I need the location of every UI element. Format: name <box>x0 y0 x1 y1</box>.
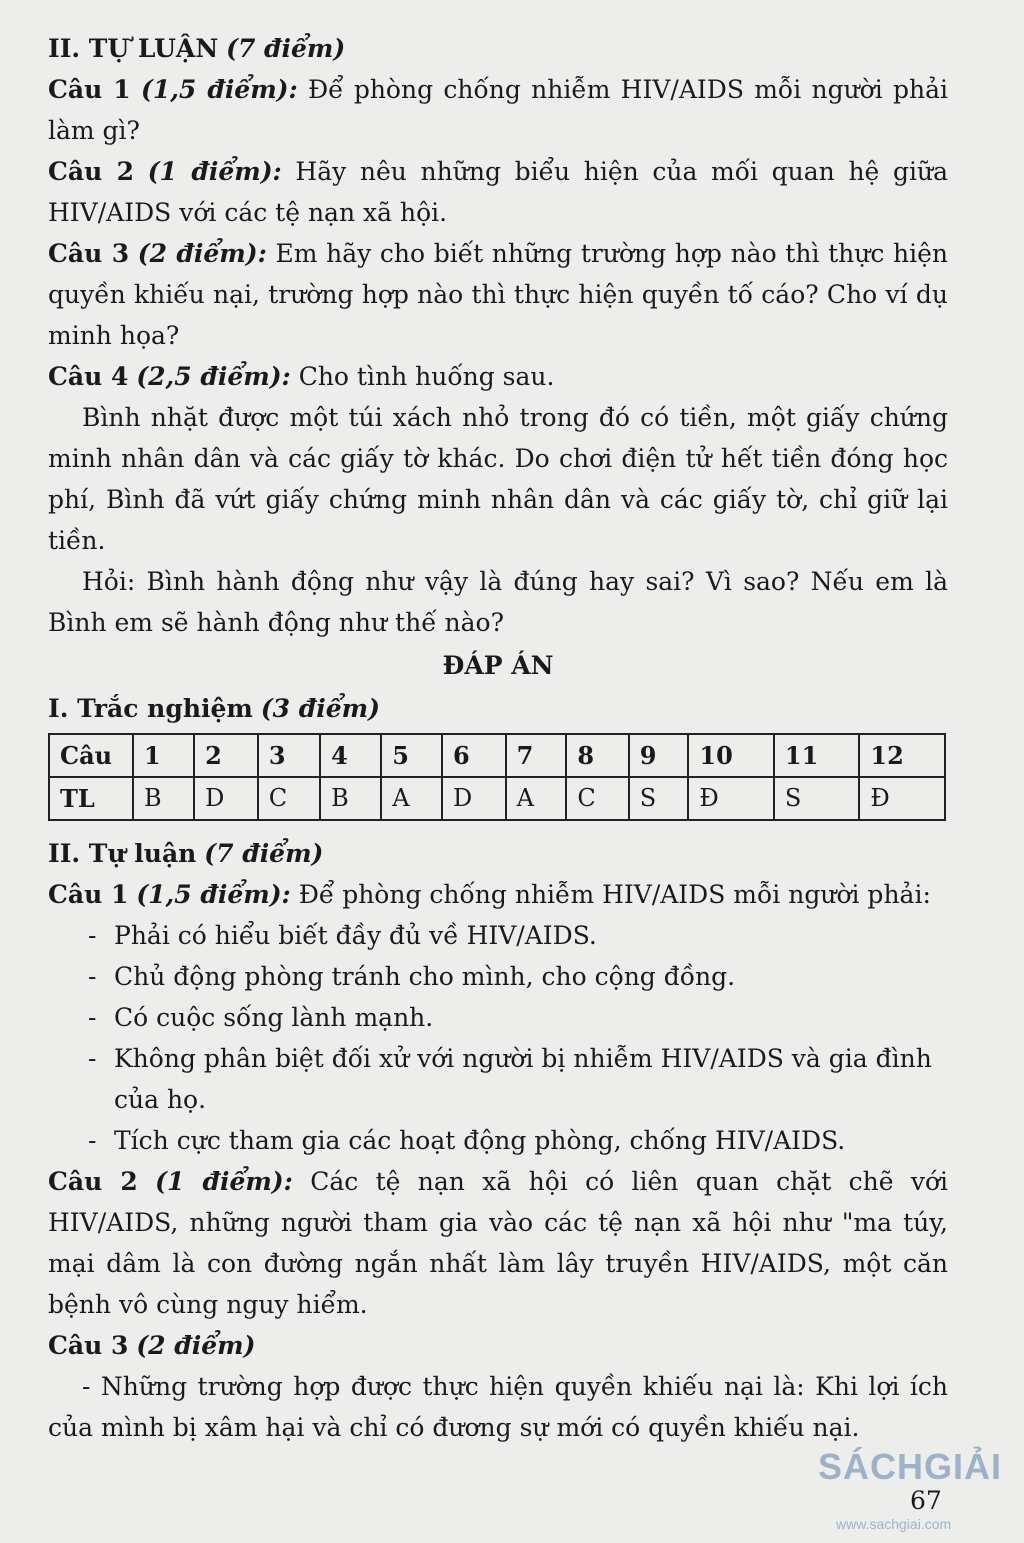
list-item: - Không phân biệt đối xử với người bị nhiễm HIV/AIDS và gia đình của họ. <box>88 1044 932 1114</box>
answer-value: Đ <box>688 777 774 820</box>
answer-table <box>48 733 946 821</box>
question-3-text: Em hãy cho biết những trường hợp nào thì thực hiện quyền khiếu nại, trường hợp nào thì thực hiện quyền tố cáo? Cho ví dụ minh họa? <box>48 239 949 350</box>
part2-title-label: II. TỰ LUẬN <box>48 34 219 63</box>
question-4 <box>48 356 948 397</box>
answer-3-text: - Những trường hợp được thực hiện quyền khiếu nại là: Khi lợi ích của mình bị xâm hại và chỉ có đương sự mới có quyền khiếu nại. <box>48 1372 948 1442</box>
answer-value: A <box>506 777 567 820</box>
answer-1-text: Để phòng chống nhiễm HIV/AIDS mỗi người phải: <box>290 880 931 909</box>
list-item-text: Phải có hiểu biết đầy đủ về HIV/AIDS. <box>114 921 597 950</box>
answer-value: S <box>774 777 860 820</box>
answer-number: 3 <box>258 734 320 777</box>
answer-1-list <box>48 915 948 1161</box>
list-item-text: Tích cực tham gia các hoạt động phòng, chống HIV/AIDS. <box>114 1126 846 1155</box>
answer-2-text: Các tệ nạn xã hội có liên quan chặt chẽ với HIV/AIDS, những người tham gia vào các tệ nạn xã hội như "ma túy, mại dâm là con đường ngắn nhất làm lây truyền HIV/AIDS, một căn bệnh vô cùng nguy hiểm. <box>48 1167 949 1319</box>
question-3 <box>48 233 948 356</box>
answer-1-label: Câu 1 <box>48 880 129 909</box>
list-item: - Có cuộc sống lành mạnh. <box>88 1003 434 1032</box>
answer-1 <box>48 874 948 915</box>
question-4-score: (2,5 điểm): <box>136 362 291 391</box>
answer-number: 11 <box>774 734 860 777</box>
watermark-logo: SÁCHGIẢI <box>818 1446 1003 1487</box>
answer-number: 1 <box>133 734 194 777</box>
answer-value: Đ <box>859 777 945 820</box>
answer-number: 6 <box>442 734 506 777</box>
question-2-text: Hãy nêu những biểu hiện của mối quan hệ giữa HIV/AIDS với các tệ nạn xã hội. <box>48 157 948 227</box>
answer-3-label: Câu 3 <box>48 1331 129 1360</box>
question-1-score: (1,5 điểm): <box>140 75 298 104</box>
question-2 <box>48 151 948 233</box>
question-4-text: Cho tình huống sau. <box>290 362 555 391</box>
part1-answer-title <box>48 688 948 729</box>
answer-2-label: Câu 2 <box>48 1167 138 1196</box>
answer-value: C <box>566 777 628 820</box>
part1-answer-label: I. Trắc nghiệm <box>48 694 253 723</box>
list-item: - Phải có hiểu biết đầy đủ về HIV/AIDS. <box>88 921 597 950</box>
answer-value: C <box>258 777 320 820</box>
question-2-score: (1 điểm): <box>147 157 282 186</box>
situation-text: Bình nhặt được một túi xách nhỏ trong đó có tiền, một giấy chứng minh nhân dân và các giấy tờ khác. Do chơi điện tử hết tiền đóng học phí, Bình đã vứt giấy chứng minh nhân dân và các giấy tờ, chỉ giữ lại tiền. <box>48 403 948 555</box>
answer-value: B <box>320 777 381 820</box>
part2-answer-label: II. Tự luận <box>48 839 197 868</box>
answer-number: 2 <box>194 734 258 777</box>
question-1 <box>48 69 948 151</box>
answer-number: 7 <box>506 734 567 777</box>
answer-2 <box>48 1161 948 1325</box>
list-item-text: Chủ động phòng tránh cho mình, cho cộng đồng. <box>114 962 736 991</box>
answer-3 <box>48 1325 948 1366</box>
list-item: - Chủ động phòng tránh cho mình, cho cộng đồng. <box>88 962 736 991</box>
question-2-label: Câu 2 <box>48 157 135 186</box>
list-item-text: Có cuộc sống lành mạnh. <box>114 1003 434 1032</box>
list-item-text: Không phân biệt đối xử với người bị nhiễm HIV/AIDS và gia đình của họ. <box>114 1044 932 1114</box>
answer-table-number-row <box>49 734 945 777</box>
answer-value: S <box>629 777 689 820</box>
part1-answer-score: (3 điểm) <box>260 694 380 723</box>
question-1-text: Để phòng chống nhiễm HIV/AIDS mỗi người phải làm gì? <box>48 75 949 145</box>
part2-answer-title <box>48 833 948 874</box>
question-3-score: (2 điểm): <box>137 239 267 268</box>
situation-question: Hỏi: Bình hành động như vậy là đúng hay sai? Vì sao? Nếu em là Bình em sẽ hành động như thế nào? <box>48 567 948 637</box>
page-number: 67 <box>910 1486 942 1515</box>
answer-title: ĐÁP ÁN <box>442 651 554 680</box>
question-3-label: Câu 3 <box>48 239 130 268</box>
answer-table-answer-row <box>49 777 945 820</box>
answer-number: 8 <box>566 734 628 777</box>
document-page <box>48 28 948 1448</box>
answer-table-header-cau: Câu <box>49 734 133 777</box>
part2-title-score: (7 điểm) <box>226 34 346 63</box>
question-1-label: Câu 1 <box>48 75 131 104</box>
answer-number: 9 <box>629 734 689 777</box>
answer-value: D <box>194 777 258 820</box>
answer-number: 4 <box>320 734 381 777</box>
answer-table-header-tl: TL <box>49 777 133 820</box>
answer-value: A <box>381 777 442 820</box>
part2-title <box>48 28 948 69</box>
question-4-label: Câu 4 <box>48 362 129 391</box>
answer-2-score: (1 điểm): <box>155 1167 293 1196</box>
answer-1-score: (1,5 điểm): <box>136 880 291 909</box>
answer-value: D <box>442 777 506 820</box>
part2-answer-score: (7 điểm) <box>204 839 324 868</box>
watermark-url: www.sachgiai.com <box>836 1516 952 1532</box>
answer-number: 12 <box>859 734 945 777</box>
list-item: - Tích cực tham gia các hoạt động phòng, chống HIV/AIDS. <box>88 1126 846 1155</box>
answer-number: 10 <box>688 734 774 777</box>
answer-number: 5 <box>381 734 442 777</box>
answer-value: B <box>133 777 194 820</box>
answer-3-score: (2 điểm) <box>136 1331 256 1360</box>
